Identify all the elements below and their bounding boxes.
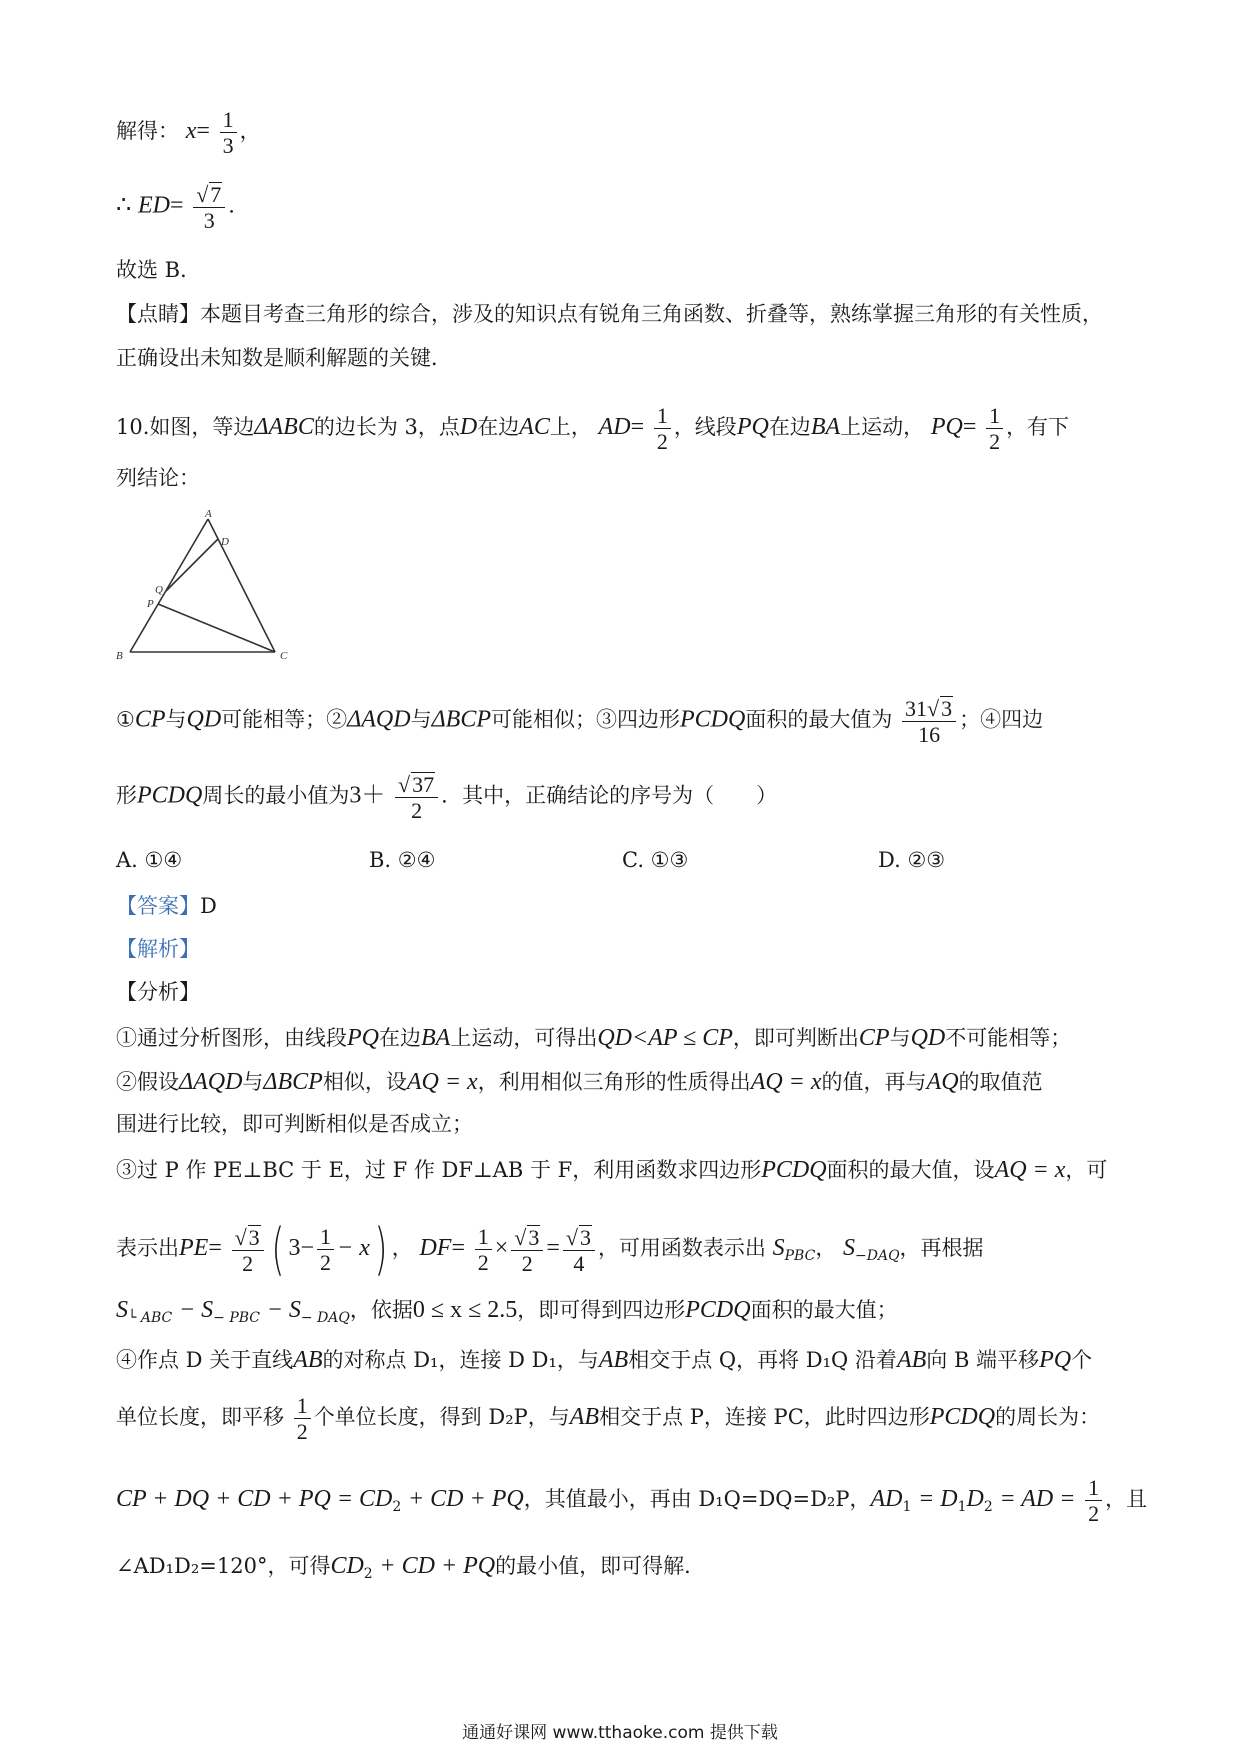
math: AQ = x <box>994 1157 1066 1183</box>
label-b: B <box>116 650 123 662</box>
fraction-denominator: 2 <box>989 429 1001 455</box>
fraction <box>220 108 237 157</box>
math: D <box>459 414 478 441</box>
fraction <box>232 1225 264 1275</box>
fraction-numerator: 1 <box>317 1225 334 1250</box>
text: ， <box>391 1236 413 1261</box>
math: AB <box>569 1404 600 1431</box>
fraction-denominator: 2 <box>411 798 423 824</box>
subscript: −DAQ <box>855 1248 900 1265</box>
math: × <box>494 1235 509 1262</box>
math: = <box>451 1235 465 1262</box>
fraction-numerator: √37 <box>395 772 438 798</box>
text: ，即可得到四边形 <box>517 1298 686 1322</box>
label-p: P <box>147 598 154 610</box>
math: AQ <box>926 1069 959 1095</box>
text: 单位长度，即平移 <box>116 1405 284 1430</box>
fraction <box>654 404 671 453</box>
fraction-numerator: 1 <box>475 1225 492 1250</box>
analysis-2 <box>116 1068 1043 1097</box>
text: 上运动， <box>840 415 925 440</box>
math: AB <box>896 1347 927 1373</box>
radicand: 3 <box>248 1224 260 1250</box>
text: 面积的最大值为 <box>745 707 893 732</box>
fenxi-tag: 【分析】 <box>116 980 200 1004</box>
fraction-denominator: 3 <box>203 208 215 234</box>
math: AC <box>519 414 550 441</box>
fraction <box>317 1225 334 1274</box>
solution-line-x <box>116 108 261 157</box>
text: 表示出 <box>116 1236 179 1261</box>
math: = <box>546 1235 560 1262</box>
fraction-numerator: √7 <box>193 182 225 208</box>
fraction-numerator: 31√3 <box>902 696 956 722</box>
answer-value: D <box>200 894 217 918</box>
analysis-6 <box>116 1296 898 1327</box>
text: ，依据 <box>349 1298 413 1322</box>
option-b: B. ②④ <box>369 848 436 872</box>
subscript: − PBC <box>213 1310 261 1326</box>
subscript: └ ABC <box>128 1310 173 1326</box>
label-c: C <box>280 650 288 662</box>
text: 可能相似；③四边形 <box>491 707 681 732</box>
fraction-numerator: 1 <box>294 1394 311 1419</box>
subscript: PBC <box>784 1248 816 1265</box>
fraction-denominator: 2 <box>320 1250 332 1276</box>
option-d: D. ②③ <box>878 848 946 872</box>
text: ，即可判断出 <box>732 1026 859 1050</box>
triangle-figure <box>110 505 300 665</box>
solution-line-ed <box>116 182 235 232</box>
text: ③过 P 作 PE⊥BC 于 E，过 F 作 DF⊥AB 于 F，利用函数求四边形 <box>116 1158 762 1182</box>
text: 解得： <box>116 119 179 144</box>
fraction-denominator: 4 <box>573 1250 585 1276</box>
label-d: D <box>221 536 229 548</box>
text: 与 <box>242 1070 264 1094</box>
text: 可能相等；② <box>221 707 348 732</box>
text: ，其值最小，再由 D₁Q=DQ=D₂P， <box>523 1487 871 1512</box>
fraction <box>902 696 956 746</box>
fraction <box>511 1225 543 1275</box>
text: 个 <box>1071 1348 1093 1372</box>
fraction-numerator: 1 <box>986 404 1003 429</box>
math: − S <box>178 1297 214 1323</box>
math: 3 <box>288 1235 301 1262</box>
fraction <box>1085 1476 1102 1525</box>
text: 相交于点 Q，再将 D₁Q 沿着 <box>628 1348 897 1372</box>
math: x <box>185 118 197 145</box>
analysis-8 <box>116 1394 1100 1443</box>
text: 在边 <box>379 1026 421 1050</box>
jiexi-tag: 【解析】 <box>116 937 200 961</box>
math: ED <box>137 192 170 219</box>
text: 与 <box>889 1026 911 1050</box>
math: BA <box>421 1025 451 1051</box>
math: BA <box>810 414 841 441</box>
text: 上， <box>549 415 592 440</box>
math: PE <box>179 1235 209 1262</box>
math: ΔBCP <box>263 1069 323 1095</box>
text: 面积的最大值，设 <box>826 1158 995 1182</box>
fraction-denominator: 2 <box>477 1250 489 1276</box>
fraction-numerator: 1 <box>654 404 671 429</box>
conclusions-line-1 <box>116 696 1043 746</box>
text: 本题目考查三角形的综合，涉及的知识点有锐角三角函数、折叠等，熟练掌握三角形的有关性质， <box>200 302 1103 326</box>
math: = <box>630 414 645 441</box>
choose-b-line: 故选 B． <box>116 258 202 282</box>
math: S <box>843 1235 855 1262</box>
label-q: Q <box>155 584 163 596</box>
text: 的周长为： <box>995 1405 1101 1430</box>
fraction <box>563 1225 595 1275</box>
math: ΔAQD <box>347 706 411 733</box>
fraction-denominator: 2 <box>521 1250 533 1276</box>
analysis-3: 围进行比较，即可判断相似是否成立； <box>116 1112 473 1136</box>
text: 的值，再与 <box>821 1070 927 1094</box>
fraction-numerator: √3 <box>511 1225 543 1251</box>
label-a: A <box>205 508 212 520</box>
text: ，再根据 <box>899 1236 984 1261</box>
segment-pc <box>158 604 275 652</box>
option-c: C. ①③ <box>622 848 689 872</box>
text: ∠AD₁D₂=120°，可得 <box>116 1554 331 1578</box>
math: = <box>962 414 977 441</box>
fraction <box>986 404 1003 453</box>
math: D <box>966 1486 984 1513</box>
analysis-5 <box>116 1216 984 1283</box>
answer-line <box>116 894 217 919</box>
coefficient: 31 <box>905 696 928 721</box>
text: ，线段 <box>673 415 737 440</box>
text: 与 <box>410 707 432 732</box>
fraction-denominator: 2 <box>1088 1501 1100 1527</box>
text: ，可 <box>1065 1158 1108 1182</box>
math: = <box>169 192 184 219</box>
subscript: 1 <box>957 1499 967 1516</box>
math: ΔBCP <box>431 706 492 733</box>
text: 的边长为 3，点 <box>313 415 460 440</box>
math: = AD = <box>999 1486 1076 1513</box>
subscript: 2 <box>392 1499 402 1516</box>
math: − x <box>337 1235 370 1262</box>
math: AB <box>293 1347 323 1373</box>
side-ac <box>208 519 275 652</box>
text: 在边 <box>768 415 811 440</box>
math: ΔAQD <box>179 1069 243 1095</box>
math: AD <box>598 414 631 441</box>
math: CP <box>858 1025 890 1051</box>
text: ②假设 <box>116 1070 179 1094</box>
text: ， <box>815 1236 837 1261</box>
math: QD<AP ≤ CP <box>597 1025 733 1051</box>
page-footer: 通通好课网 www.tthaoke.com 提供下载 <box>462 1723 778 1743</box>
subscript: 2 <box>363 1566 373 1582</box>
math: ΔABC <box>254 414 314 441</box>
math: = <box>196 118 210 145</box>
question-10-line-2: 列结论： <box>116 466 200 490</box>
math: PCDQ <box>929 1404 996 1431</box>
text: 上运动，可得出 <box>450 1026 598 1050</box>
text: ；④四边 <box>959 707 1044 732</box>
text: ④作点 D 关于直线 <box>116 1348 294 1372</box>
text: 形 <box>116 783 137 808</box>
conclusions-line-2 <box>116 772 777 822</box>
math: PCDQ <box>685 1297 751 1323</box>
text: ，利用相似三角形的性质得出 <box>477 1070 751 1094</box>
close-paren: ) <box>374 1217 388 1282</box>
math: CD <box>330 1553 364 1579</box>
analysis-9 <box>116 1476 1147 1525</box>
fraction-numerator: 1 <box>1085 1476 1102 1501</box>
analysis-4 <box>116 1156 1107 1185</box>
text: 周长的最小值为 <box>202 783 350 808</box>
question-10-line-1 <box>116 404 1069 453</box>
text: 不可能相等； <box>945 1026 1072 1050</box>
text: 个单位长度，得到 D₂P，与 <box>313 1405 570 1430</box>
math: = <box>208 1235 222 1262</box>
math: AD <box>870 1486 903 1513</box>
open-paren: ( <box>271 1217 285 1282</box>
text: ， <box>239 119 261 144</box>
text: . <box>228 193 235 218</box>
math: 0 ≤ x ≤ 2.5 <box>412 1297 518 1323</box>
math: PCDQ <box>680 706 746 733</box>
fraction-denominator: 16 <box>918 722 941 748</box>
math: S <box>116 1297 128 1323</box>
fraction <box>294 1394 311 1443</box>
math: + CD + PQ <box>379 1553 496 1579</box>
fraction-denominator: 3 <box>222 133 234 159</box>
radicand: 37 <box>412 772 435 797</box>
analysis-10 <box>116 1552 705 1583</box>
text: 10.如图，等边 <box>116 415 255 440</box>
analysis-7 <box>116 1346 1092 1375</box>
text: 的最小值，即可得解． <box>495 1554 706 1578</box>
fraction-numerator: √3 <box>232 1225 264 1251</box>
dianjing-line <box>116 302 1103 327</box>
text: ．其中，正确结论的序号为（ ） <box>441 783 778 808</box>
text: 在边 <box>477 415 520 440</box>
text: 的对称点 D₁，连接 D D₁，与 <box>322 1348 599 1372</box>
radicand: 3 <box>528 1224 540 1250</box>
fraction <box>475 1225 492 1274</box>
math: AQ = x <box>750 1069 822 1095</box>
fraction-denominator: 2 <box>296 1419 308 1445</box>
math: − S <box>266 1297 301 1323</box>
analysis-1 <box>116 1024 1071 1053</box>
subscript: − DAQ <box>300 1310 350 1326</box>
math: AB <box>598 1347 629 1373</box>
answer-tag: 【答案】 <box>116 894 200 918</box>
math: QD <box>910 1025 946 1051</box>
radicand: 7 <box>210 182 222 207</box>
math: QD <box>186 706 222 733</box>
math: AQ = x <box>406 1069 478 1095</box>
math: PQ <box>347 1025 379 1051</box>
text: 面积的最大值； <box>750 1298 898 1322</box>
fraction-denominator: 2 <box>656 429 668 455</box>
fraction-denominator: 2 <box>242 1250 254 1276</box>
text: 的取值范 <box>958 1070 1043 1094</box>
math: PCDQ <box>761 1157 827 1183</box>
text: ，且 <box>1105 1487 1148 1512</box>
math: 3＋ <box>349 782 386 809</box>
subscript: 1 <box>902 1499 912 1516</box>
math: CP + DQ + CD + PQ = CD <box>116 1486 393 1513</box>
text: ，可用函数表示出 <box>597 1236 766 1261</box>
fraction <box>193 182 225 232</box>
fraction-numerator: √3 <box>563 1225 595 1251</box>
text: ，有下 <box>1006 415 1070 440</box>
side-ab <box>130 519 208 652</box>
option-a: A. ①④ <box>116 848 183 872</box>
math: − <box>300 1235 315 1262</box>
text: ① <box>116 707 135 732</box>
therefore-symbol: ∴ <box>116 192 132 219</box>
text: 向 B 端平移 <box>926 1348 1040 1372</box>
radicand: 3 <box>941 696 953 721</box>
dianjing-line-2: 正确设出未知数是顺利解题的关键． <box>116 346 452 370</box>
math: PQ <box>930 414 963 441</box>
math: + CD + PQ <box>407 1486 524 1513</box>
section-tag: 【点睛】 <box>116 302 200 326</box>
subscript: 2 <box>983 1499 993 1516</box>
text: 与 <box>165 707 187 732</box>
math: PCDQ <box>137 782 203 809</box>
math: PQ <box>1039 1347 1072 1373</box>
radicand: 3 <box>579 1224 591 1250</box>
math: CP <box>134 706 166 733</box>
text: 相似，设 <box>322 1070 407 1094</box>
math: S <box>772 1235 785 1262</box>
text: ①通过分析图形，由线段 <box>116 1026 347 1050</box>
fraction <box>395 772 438 822</box>
fraction-numerator: 1 <box>220 108 237 133</box>
math: DF <box>419 1235 452 1262</box>
text: 相交于点 P，连接 PC，此时四边形 <box>599 1405 930 1430</box>
math: = D <box>918 1486 958 1513</box>
math: PQ <box>736 414 769 441</box>
